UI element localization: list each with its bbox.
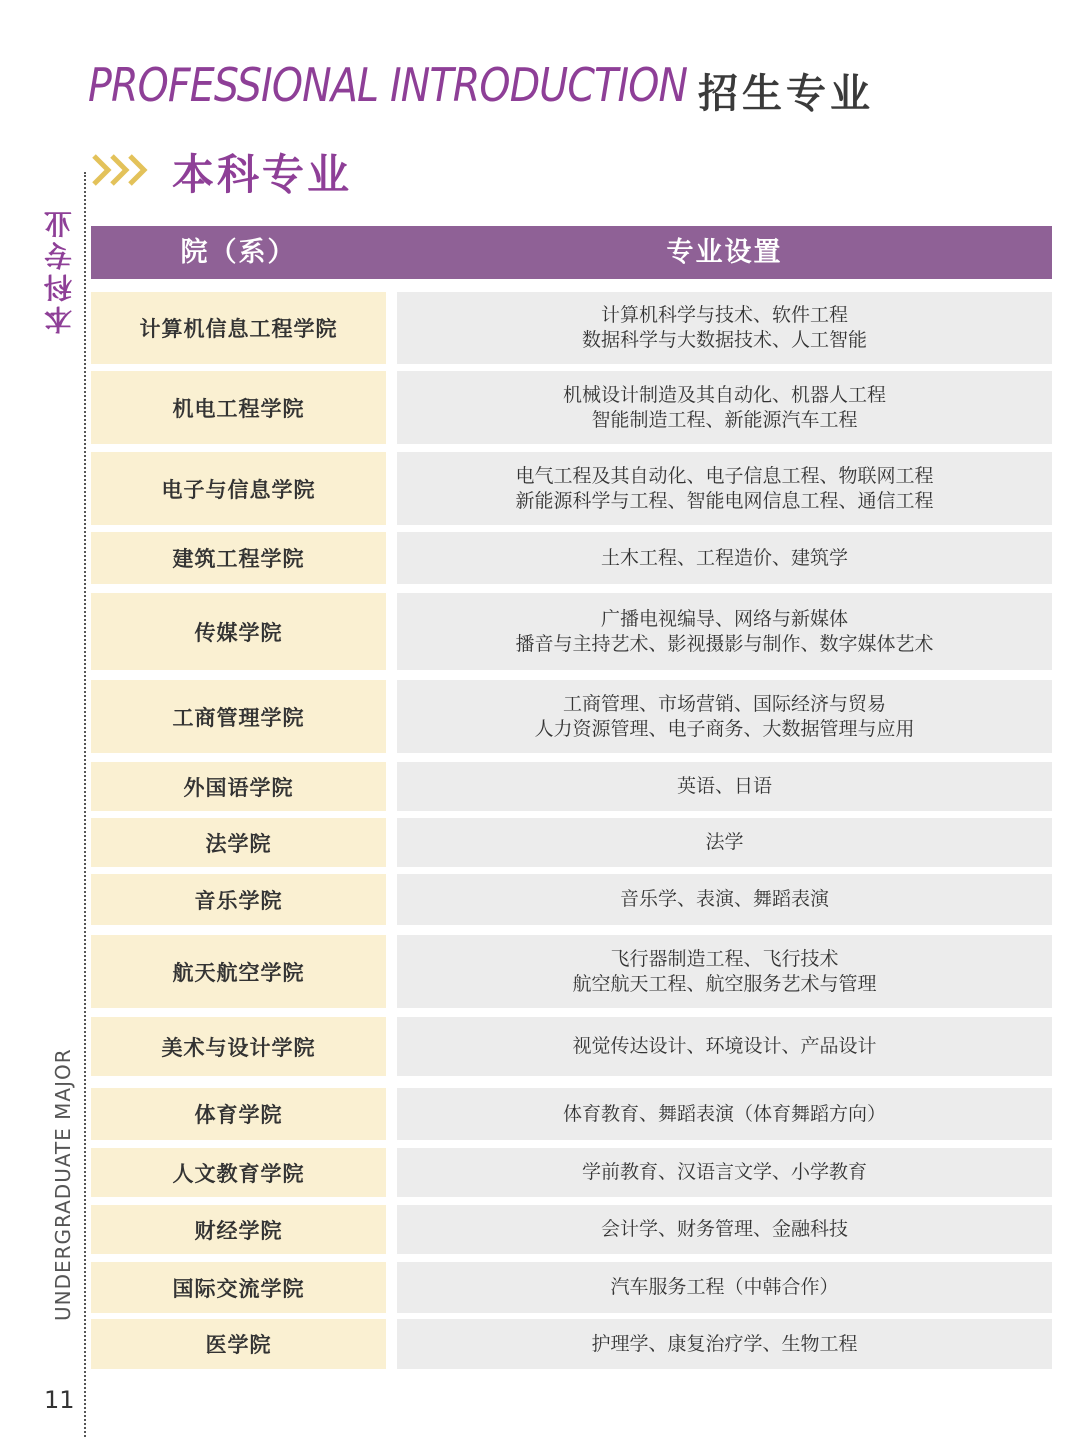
table-row [91, 371, 1052, 444]
major-line: 智能制造工程、新能源汽车工程 [591, 408, 858, 431]
majors-cell [397, 532, 1052, 584]
majors-cell [397, 1017, 1052, 1076]
side-label-en: UNDERGRADUATE MAJOR [51, 1048, 75, 1322]
dept-cell: 电子与信息学院 [91, 452, 386, 525]
majors-cell [397, 874, 1052, 925]
dept-cell: 医学院 [91, 1319, 386, 1369]
table-row [91, 680, 1052, 753]
table-row [91, 1319, 1052, 1369]
dept-cell: 外国语学院 [91, 762, 386, 811]
major-line: 新能源科学与工程、智能电网信息工程、通信工程 [515, 489, 934, 512]
majors-cell [397, 593, 1052, 670]
majors-cell [397, 762, 1052, 811]
dept-cell: 国际交流学院 [91, 1262, 386, 1313]
major-line: 音乐学、表演、舞蹈表演 [619, 888, 829, 910]
table-row [91, 1148, 1052, 1197]
header-title-cn: 招生专业 [698, 71, 874, 117]
table-row [91, 1017, 1052, 1076]
dept-cell: 建筑工程学院 [91, 532, 386, 584]
major-line: 视觉传达设计、环境设计、产品设计 [572, 1035, 877, 1057]
dept-cell: 传媒学院 [91, 593, 386, 670]
majors-cell [397, 1088, 1052, 1140]
major-line: 电气工程及其自动化、电子信息工程、物联网工程 [515, 464, 934, 487]
table-row [91, 292, 1052, 364]
majors-cell [397, 1205, 1052, 1254]
major-line: 航空航天工程、航空服务艺术与管理 [572, 972, 877, 995]
major-line: 人力资源管理、电子商务、大数据管理与应用 [534, 717, 915, 740]
majors-cell [397, 371, 1052, 444]
table-row [91, 532, 1052, 584]
majors-cell [397, 935, 1052, 1008]
major-line: 计算机科学与技术、软件工程 [600, 304, 848, 326]
table-row [91, 1262, 1052, 1313]
majors-cell [397, 292, 1052, 364]
dept-cell: 机电工程学院 [91, 371, 386, 444]
side-label-cn: 本科专业 [43, 206, 76, 334]
major-line: 飞行器制造工程、飞行技术 [610, 947, 839, 970]
majors-cell [397, 818, 1052, 867]
header-title-en: PROFESSIONAL INTRODUCTION [88, 58, 688, 112]
major-line: 广播电视编导、网络与新媒体 [600, 607, 848, 630]
table-row [91, 1205, 1052, 1254]
header-majors: 专业设置 [666, 237, 783, 268]
dept-cell: 体育学院 [91, 1088, 386, 1140]
majors-cell [397, 680, 1052, 753]
section-title: 本科专业 [172, 150, 353, 199]
table-row [91, 1088, 1052, 1140]
dept-cell: 财经学院 [91, 1205, 386, 1254]
majors-cell [397, 1319, 1052, 1369]
dept-cell: 法学院 [91, 818, 386, 867]
table-row [91, 874, 1052, 925]
page-number: 11 [44, 1386, 75, 1414]
major-line: 体育教育、舞蹈表演（体育舞蹈方向） [562, 1102, 886, 1125]
dept-cell: 人文教育学院 [91, 1148, 386, 1197]
major-line: 土木工程、工程造价、建筑学 [600, 546, 848, 569]
major-line: 法学 [705, 831, 744, 853]
dept-cell: 航天航空学院 [91, 935, 386, 1008]
major-line: 学前教育、汉语言文学、小学教育 [581, 1161, 867, 1183]
table-header [91, 226, 1052, 279]
majors-cell [397, 452, 1052, 525]
major-line: 会计学、财务管理、金融科技 [600, 1218, 848, 1240]
major-line: 英语、日语 [676, 775, 772, 797]
table-row [91, 762, 1052, 811]
major-line: 护理学、康复治疗学、生物工程 [591, 1332, 858, 1355]
table-row [91, 452, 1052, 525]
majors-cell [397, 1148, 1052, 1197]
table-row [91, 935, 1052, 1008]
major-line: 汽车服务工程（中韩合作） [610, 1276, 839, 1298]
major-line: 数据科学与大数据技术、人工智能 [581, 329, 867, 351]
dotted-divider [84, 172, 86, 1437]
dept-cell: 计算机信息工程学院 [91, 292, 386, 364]
dept-cell: 美术与设计学院 [91, 1017, 386, 1076]
dept-cell: 音乐学院 [91, 874, 386, 925]
triple-chevron-right-icon [90, 150, 154, 190]
dept-cell: 工商管理学院 [91, 680, 386, 753]
table-row [91, 593, 1052, 670]
major-line: 工商管理、市场营销、国际经济与贸易 [562, 692, 886, 715]
majors-cell [397, 1262, 1052, 1313]
table-row [91, 818, 1052, 867]
header-dept: 院（系） [180, 237, 297, 268]
major-line: 播音与主持艺术、影视摄影与制作、数字媒体艺术 [515, 632, 934, 655]
major-line: 机械设计制造及其自动化、机器人工程 [562, 383, 886, 406]
